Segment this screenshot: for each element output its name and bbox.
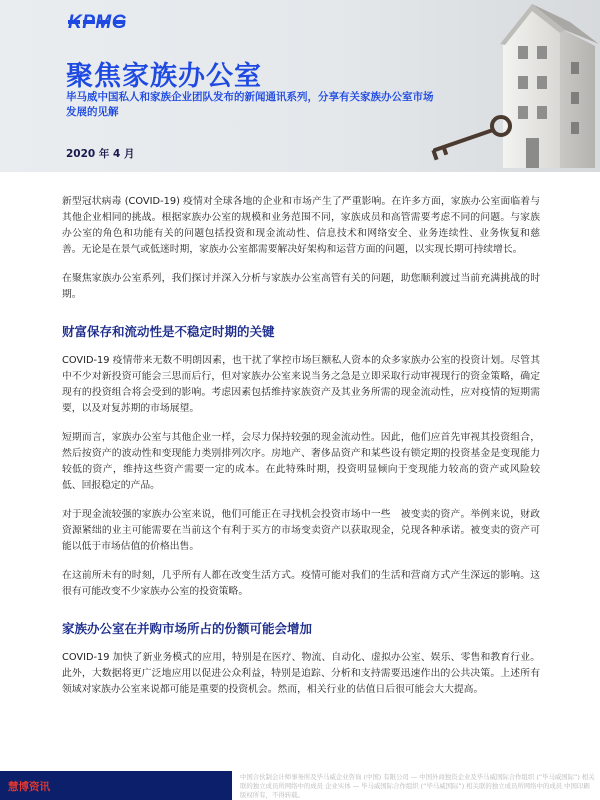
footer-legal-text: 中国合伙制会计师事务所及毕马威企业咨询 (中国) 有限公司 — 中国外商独资企业及毕马威国际合作组织 (“毕马威国际”) 相关联的独立成员所网络中的成员 企业实体 — 毕马威国际合作组织 (“毕马威国际”) 相关联的独立成员所网络中的成员 中国印刷 版权所有，不得转载。 — [240, 773, 595, 799]
page-title: 聚焦家族办公室 — [66, 61, 262, 92]
article-body — [62, 194, 540, 711]
publication-date: 2020 年 4 月 — [66, 148, 135, 160]
report-header — [0, 0, 600, 172]
page-footer — [0, 771, 600, 800]
section-heading-ma-market: 家族办公室在并购市场所占的份额可能会增加 — [62, 621, 313, 636]
intro-paragraph: 在聚焦家族办公室系列，我们探讨并深入分析与家族办公室高管有关的问题，助您顺利渡过当前充满挑战的时期。 — [62, 273, 540, 300]
body-paragraph: COVID-19 疫情带来无数不明朗因素，也干扰了掌控市场巨额私人资本的众多家族办公室的投资计划。尽管其中不少对新投资可能会三思而后行，但对家族办公室来说当务之急是立即采取行动审视现行的资金策略，确定现有的投资组合将会受到的影响。考虑因素包括维持家族资产及其业务所需的现金流动性，应对疫情的短期需要，以及对复苏期的市场展望。 — [62, 355, 540, 414]
section-heading-wealth-preservation: 财富保存和流动性是不稳定时期的关键 — [62, 324, 275, 339]
house-with-key-illustration — [405, 0, 600, 172]
intro-paragraph: 新型冠状病毒 (COVID-19) 疫情对全球各地的企业和市场产生了严重影响。在许多方面，家族办公室面临着与其他企业相同的挑战。根据家族办公室的规模和业务范围不同，家族成员和高管需要考虑不同的问题。与家族办公室的角色和功能有关的问题包括投资和现金流动性、信息技术和网络安全、业务连续性、业务恢复和慈善。无论是在景气或低迷时期，家族办公室都需要解决好架构和运营方面的问题，以实现长期可持续增长。 — [62, 196, 540, 255]
page-subtitle: 毕马威中国私人和家族企业团队发布的新闻通讯系列，分享有关家族办公室市场发展的见解 — [66, 91, 434, 118]
body-paragraph: 短期而言，家族办公室与其他企业一样，会尽力保持较强的现金流动性。因此，他们应首先审视其投资组合，然后按资产的波动性和变现能力类别排列次序。房地产、奢侈品资产和某些设有锁定期的投资基金是变现能力较低的资产，维持这些资产需要一定的成本。在此特殊时期，投资明显倾向于变现能力较高的资产或风险较低、回报稳定的产品。 — [62, 432, 540, 491]
footer-source-text: 慧博资讯 — [8, 781, 50, 793]
body-paragraph: 在这前所未有的时刻，几乎所有人都在改变生活方式。疫情可能对我们的生活和营商方式产生深远的影响。这很有可能改变不少家族办公室的投资策略。 — [62, 570, 540, 597]
body-paragraph: 对于现金流较强的家族办公室来说，他们可能正在寻找机会投资市场中一些 被变卖的资产。举例来说，财政资源紧绌的业主可能需要在当前这个有利于买方的市场变卖资产以获取现金，兑现各种承诺。被变卖的资产可能以低于市场估值的价格出售。 — [62, 509, 540, 552]
kpmg-logo: KPMG — [68, 12, 127, 33]
footer-source-label — [0, 771, 232, 800]
body-paragraph: COVID-19 加快了新业务模式的应用，特别是在医疗、物流、自动化、虚拟办公室、娱乐、零售和教育行业。此外，大数据将更广泛地应用以促进公众利益，特别是追踪、分析和支持需要迅速作出的公共决策。上述所有领域对家族办公室来说都可能是重要的投资机会。然而，相关行业的估值日后很可能会大大提高。 — [62, 652, 540, 695]
